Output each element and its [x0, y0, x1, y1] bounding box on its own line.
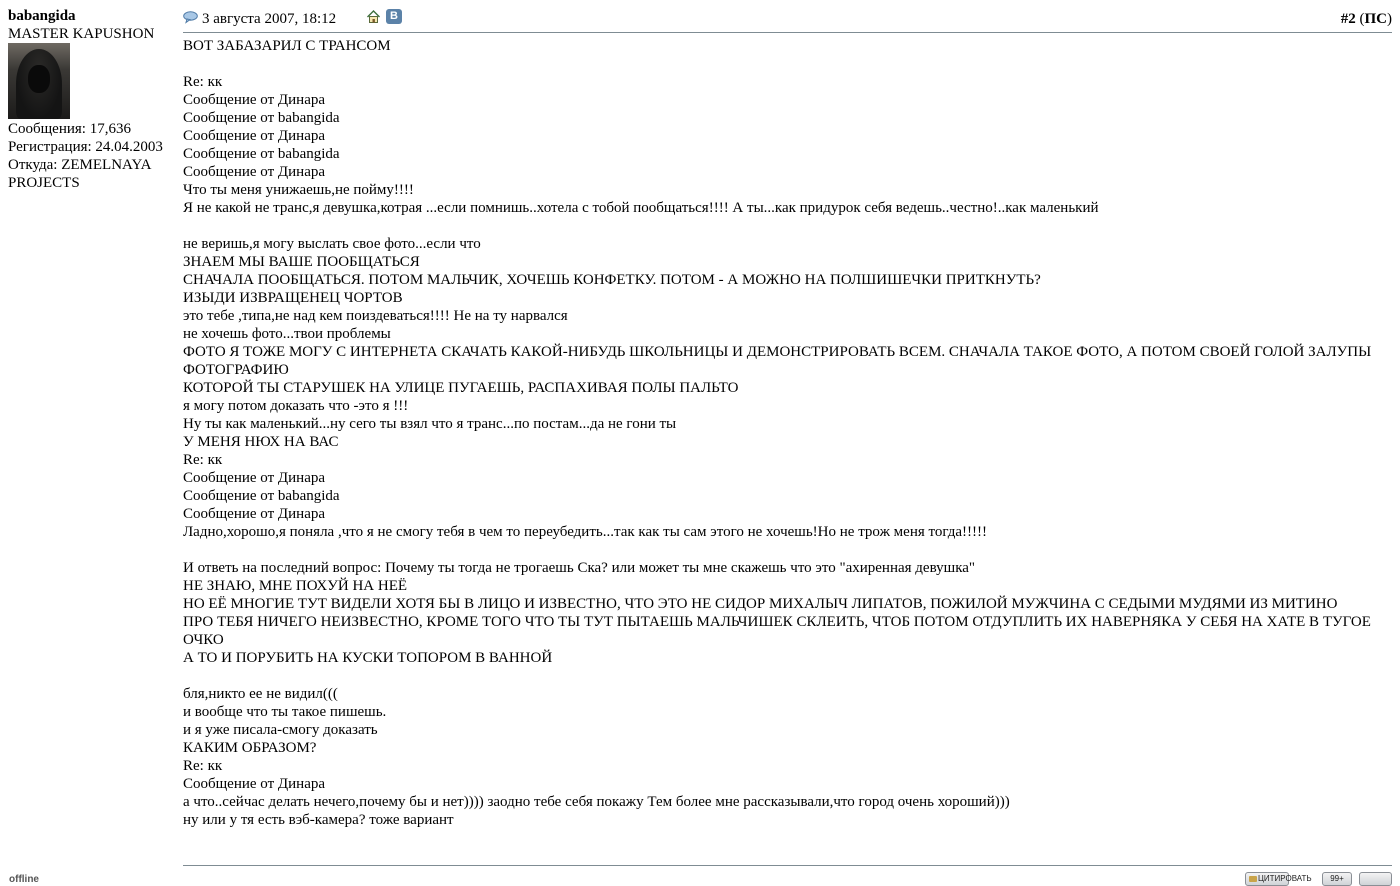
post-text-line: ВОТ ЗАБАЗАРИЛ С ТРАНСОМ	[183, 38, 391, 54]
vk-icon[interactable]: В	[386, 9, 402, 24]
post-body	[183, 37, 1392, 829]
post-text-line: а что..сейчас делать нечего,почему бы и нет)))) заодно тебе себя покажу Тем более мне рассказывали,что город очень хороший)))	[183, 794, 1010, 810]
post-text-line: НЕ ЗНАЮ, МНЕ ПОХУЙ НА НЕЁ	[183, 578, 408, 594]
post-date: 3 августа 2007, 18:12	[202, 11, 337, 27]
post-text-line: бля,никто ее не видил(((	[183, 686, 338, 702]
user-title: MASTER KAPUSHON	[8, 26, 155, 42]
post-text-line: Сообщение от Динара	[183, 506, 326, 522]
post-text-line: И ответь на последний вопрос: Почему ты тогда не трогаешь Ска? или может ты мне скажешь что это "ахиренная девушка"	[183, 560, 976, 576]
post-text-line: Сообщение от Динара	[183, 164, 326, 180]
online-status: offline	[9, 874, 39, 885]
post-text-line	[183, 667, 1392, 685]
post-text-line	[183, 55, 1392, 73]
post-number-link[interactable]: #2	[1340, 11, 1356, 27]
post-text-line: Сообщение от babangida	[183, 110, 340, 126]
post-text-line: Re: кк	[183, 74, 223, 90]
post-number-suffix: ПС	[1364, 11, 1387, 27]
post-text-line: КОТОРОЙ ТЫ СТАРУШЕК НА УЛИЦЕ ПУГАЕШЬ, РАСПАХИВАЯ ПОЛЫ ПАЛЬТО	[183, 380, 739, 396]
post-text-line: и вообще что ты такое пишешь.	[183, 704, 387, 720]
post-text-line: Сообщение от Динара	[183, 470, 326, 486]
post-text-line: не хочешь фото...твои проблемы	[183, 326, 391, 342]
avatar-face-shadow	[28, 65, 50, 93]
post-text-line: ну или у тя есть вэб-камера? тоже вариант	[183, 812, 454, 828]
post-text-line: Сообщение от babangida	[183, 146, 340, 162]
user-location: Откуда: ZEMELNAYA PROJECTS	[8, 157, 151, 191]
post-footer	[183, 865, 1392, 883]
post-text-line: У МЕНЯ НЮХ НА ВАС	[183, 434, 339, 450]
post-text-line: А ТО И ПОРУБИТЬ НА КУСКИ ТОПОРОМ В ВАННОЙ	[183, 650, 553, 666]
quote-button[interactable]: ЦИТИРОВАТЬ	[1245, 872, 1289, 886]
post-text-line: ЗНАЕМ МЫ ВАШЕ ПООБЩАТЬСЯ	[183, 254, 420, 270]
post-header	[183, 8, 1392, 33]
post-text-line: Ладно,хорошо,я поняла ,что я не смогу тебя в чем то переубедить...так как ты сам этого не хочешь!Но не трож меня тогда!!!!!	[183, 524, 988, 540]
post-text-line: Сообщение от Динара	[183, 92, 326, 108]
post-number-close: )	[1387, 11, 1392, 27]
post-text-line: Сообщение от babangida	[183, 488, 340, 504]
post-text-line: это тебе ,типа,не над кем поиздеваться!!!! Не на ту нарвался	[183, 308, 568, 324]
user-post-count: Сообщения: 17,636	[8, 121, 131, 137]
post-text-line: Сообщение от Динара	[183, 128, 326, 144]
speech-bubble-icon	[183, 11, 198, 28]
post-text-line: КАКИМ ОБРАЗОМ?	[183, 740, 317, 756]
post-text-line: Ну ты как маленький...ну сего ты взял что я транс...по постам...да не гони ты	[183, 416, 677, 432]
post-text-line: Re: кк	[183, 758, 223, 774]
post-text-line: не веришь,я могу выслать свое фото...если что	[183, 236, 481, 252]
post-text-line: ИЗЫДИ ИЗВРАЩЕНЕЦ ЧОРТОВ	[183, 290, 403, 306]
post-text-line	[183, 217, 1392, 235]
post-text-line: ФОТО Я ТОЖЕ МОГУ С ИНТЕРНЕТА СКАЧАТЬ КАКОЙ-НИБУДЬ ШКОЛЬНИЦЫ И ДЕМОНСТРИРОВАТЬ ВСЕМ. СНАЧАЛА ТАКОЕ ФОТО, А ПОТОМ СВОЕЙ ГОЛОЙ ЗАЛУПЫ ФОТОГРАФИЮ	[183, 344, 1375, 378]
home-icon[interactable]	[366, 9, 381, 29]
post-text-line: я могу потом доказать что -это я !!!	[183, 398, 409, 414]
post-text-line: ПРО ТЕБЯ НИЧЕГО НЕИЗВЕСТНО, КРОМЕ ТОГО ЧТО ТЫ ТУТ ПЫТАЕШЬ МАЛЬЧИШЕК СКЛЕИТЬ, ЧТОБ ПОТОМ ОТДУПЛИТЬ ИХ НАВЕРНЯКА У СЕБЯ НА ХАТЕ В ТУГОЕ ОЧКО	[183, 614, 1375, 648]
post-text-line: Что ты меня унижаешь,не пойму!!!!	[183, 182, 414, 198]
post-number-open: (	[1355, 11, 1365, 27]
user-registration-date: Регистрация: 24.04.2003	[8, 139, 163, 155]
user-info-panel	[8, 7, 178, 192]
post-text-line: и я уже писала-смогу доказать	[183, 722, 378, 738]
post-text-line: Я не какой не транс,я девушка,котрая ...если помнишь..хотела с тобой пообщаться!!!! А ты...как придурок себя ведешь..честно!..как маленький	[183, 200, 1099, 216]
post-text-line: Сообщение от Динара	[183, 776, 326, 792]
post-number[interactable]	[1341, 10, 1392, 28]
post-text-line	[183, 541, 1392, 559]
quick-reply-button[interactable]	[1359, 872, 1392, 886]
avatar[interactable]	[8, 43, 70, 119]
multiquote-button[interactable]: 99+	[1322, 872, 1352, 886]
post-text-line: СНАЧАЛА ПООБЩАТЬСЯ. ПОТОМ МАЛЬЧИК, ХОЧЕШЬ КОНФЕТКУ. ПОТОМ - А МОЖНО НА ПОЛШИШЕЧКИ ПРИТКНУТЬ?	[183, 272, 1041, 288]
post-text-line: НО ЕЁ МНОГИЕ ТУТ ВИДЕЛИ ХОТЯ БЫ В ЛИЦО И ИЗВЕСТНО, ЧТО ЭТО НЕ СИДОР МИХАЛЫЧ ЛИПАТОВ, ПОЖИЛОЙ МУЖЧИНА С СЕДЫМИ МУДЯМИ ИЗ МИТИНО	[183, 596, 1338, 612]
username-link[interactable]: babangida	[8, 8, 76, 24]
post-text-line: Re: кк	[183, 452, 223, 468]
